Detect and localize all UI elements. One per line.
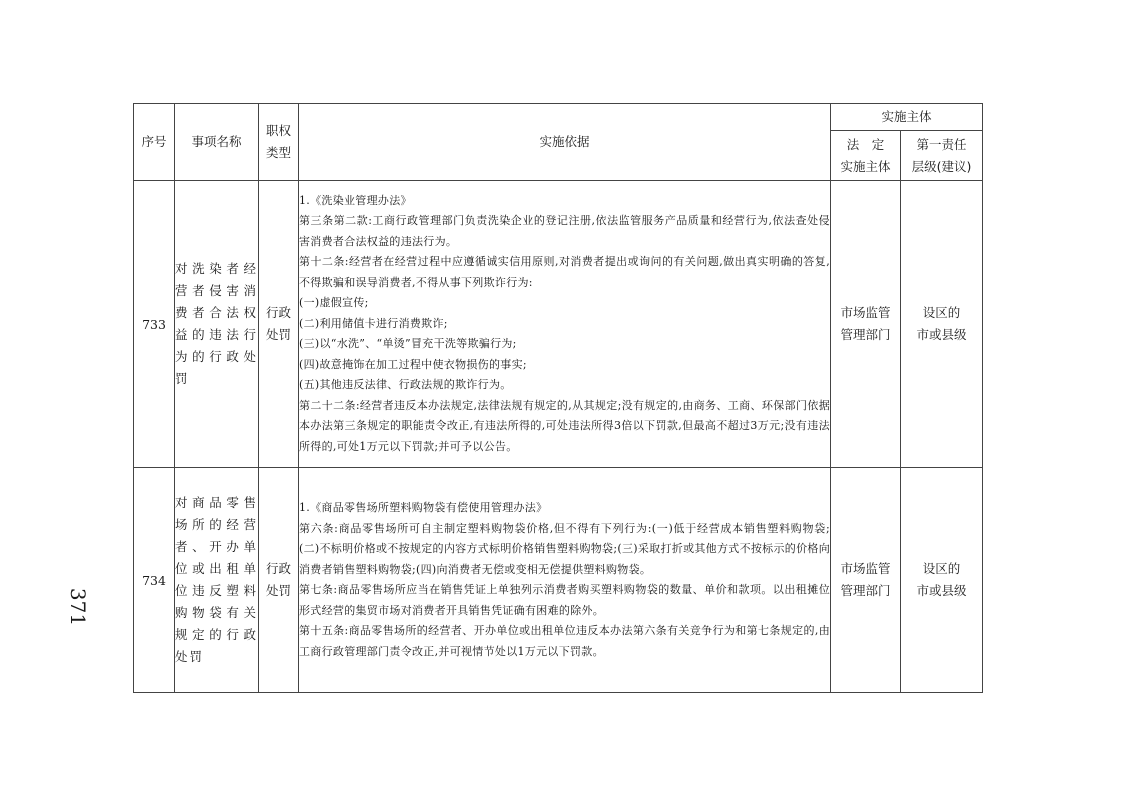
row-type bbox=[259, 468, 299, 693]
basis-paragraph: 第十二条:经营者在经营过程中应遵循诚实信用原则,对消费者提出或询问的有关问题,做出真实明确的答复,不得欺骗和误导消费者,不得从事下列欺诈行为: bbox=[299, 255, 830, 289]
basis-paragraph: 1.《商品零售场所塑料购物袋有偿使用管理办法》 bbox=[299, 501, 548, 514]
basis-paragraph: 第二十二条:经营者违反本办法规定,法律法规有规定的,从其规定;没有规定的,由商务、工商、环保部门依据本办法第三条规定的职能责令改正,有违法所得的,可处违法所得3倍以下罚款,但最高不超过3万元;没有违法所得的,可处1万元以下罚款;并可予以公告。 bbox=[299, 398, 830, 453]
header-level bbox=[901, 131, 983, 181]
row-type-line1: 行政 bbox=[265, 561, 291, 576]
header-type-line2: 类型 bbox=[265, 145, 291, 160]
basis-paragraph: 第十五条:商品零售场所的经营者、开办单位或出租单位违反本办法第六条有关竞争行为和第七条规定的,由工商行政管理部门责令改正,并可视情节处以1万元以下罚款。 bbox=[299, 624, 830, 658]
row-level-line2: 市或县级 bbox=[916, 327, 967, 342]
page-number bbox=[30, 587, 126, 627]
header-type bbox=[259, 104, 299, 181]
row-basis bbox=[299, 468, 831, 693]
row-level bbox=[901, 468, 983, 693]
row-basis bbox=[299, 181, 831, 468]
header-legal-subject bbox=[831, 131, 901, 181]
row-level-line1: 设区的 bbox=[922, 305, 961, 320]
header-seq: 序号 bbox=[134, 104, 175, 181]
basis-paragraph: (五)其他违反法律、行政法规的欺诈行为。 bbox=[299, 378, 512, 392]
row-level-line1: 设区的 bbox=[922, 561, 961, 576]
row-type-line1: 行政 bbox=[265, 305, 291, 320]
row-legal-subject-line1: 市场监管 bbox=[840, 561, 891, 576]
basis-paragraph: 1.《洗染业管理办法》 bbox=[299, 193, 412, 207]
row-level-line2: 市或县级 bbox=[916, 583, 967, 598]
header-subject: 实施主体 bbox=[831, 104, 983, 131]
header-legal-subject-line1: 法 定 bbox=[846, 136, 885, 152]
basis-paragraph: (三)以“水洗”、“单烫”冒充干洗等欺骗行为; bbox=[299, 337, 517, 351]
row-seq: 734 bbox=[134, 468, 175, 693]
header-legal-subject-line2: 实施主体 bbox=[840, 158, 891, 174]
basis-paragraph: 第六条:商品零售场所可自主制定塑料购物袋价格,但不得有下列行为:(一)低于经营成本销售塑料购物袋;(二)不标明价格或不按规定的内容方式标明价格销售塑料购物袋;(三)采取打折或其他方式不按标示的价格向消费者销售塑料购物袋;(四)向消费者无偿或变相无偿提供塑料购物袋。 bbox=[299, 521, 830, 576]
table-row bbox=[134, 468, 983, 693]
header-basis: 实施依据 bbox=[299, 104, 831, 181]
table-row bbox=[134, 181, 983, 468]
header-name: 事项名称 bbox=[175, 104, 259, 181]
row-type-line2: 处罚 bbox=[265, 583, 291, 598]
basis-paragraph: (二)利用储值卡进行消费欺诈; bbox=[299, 316, 448, 330]
row-type-line2: 处罚 bbox=[265, 327, 291, 342]
row-name: 对洗染者经营者侵害消费者合法权益的违法行为的行政处罚 bbox=[175, 181, 259, 468]
row-name: 对商品零售场所的经营者、开办单位或出租单位违反塑料购物袋有关规定的行政处罚 bbox=[175, 468, 259, 693]
row-legal-subject-line1: 市场监管 bbox=[840, 305, 891, 320]
row-legal-subject bbox=[831, 181, 901, 468]
header-level-line2: 层级(建议) bbox=[911, 158, 972, 174]
header-level-line1: 第一责任 bbox=[916, 136, 967, 152]
basis-paragraph: (四)故意掩饰在加工过程中使衣物损伤的事实; bbox=[299, 357, 527, 371]
row-legal-subject bbox=[831, 468, 901, 693]
row-legal-subject-line2: 管理部门 bbox=[840, 327, 891, 342]
row-seq: 733 bbox=[134, 181, 175, 468]
header-type-line1: 职权 bbox=[265, 123, 291, 138]
basis-paragraph: 第七条:商品零售场所应当在销售凭证上单独列示消费者购买塑料购物袋的数量、单价和款项。以出租摊位形式经营的集贸市场对消费者开具销售凭证确有困难的除外。 bbox=[299, 583, 830, 617]
row-type bbox=[259, 181, 299, 468]
basis-paragraph: (一)虚假宣传; bbox=[299, 296, 369, 310]
matters-table bbox=[133, 103, 983, 693]
basis-paragraph: 第三条第二款:工商行政管理部门负责洗染企业的登记注册,依法监管服务产品质量和经营行为,依法查处侵害消费者合法权益的违法行为。 bbox=[299, 214, 830, 248]
row-legal-subject-line2: 管理部门 bbox=[840, 583, 891, 598]
page-number-text: 371 bbox=[66, 587, 90, 627]
row-level bbox=[901, 181, 983, 468]
